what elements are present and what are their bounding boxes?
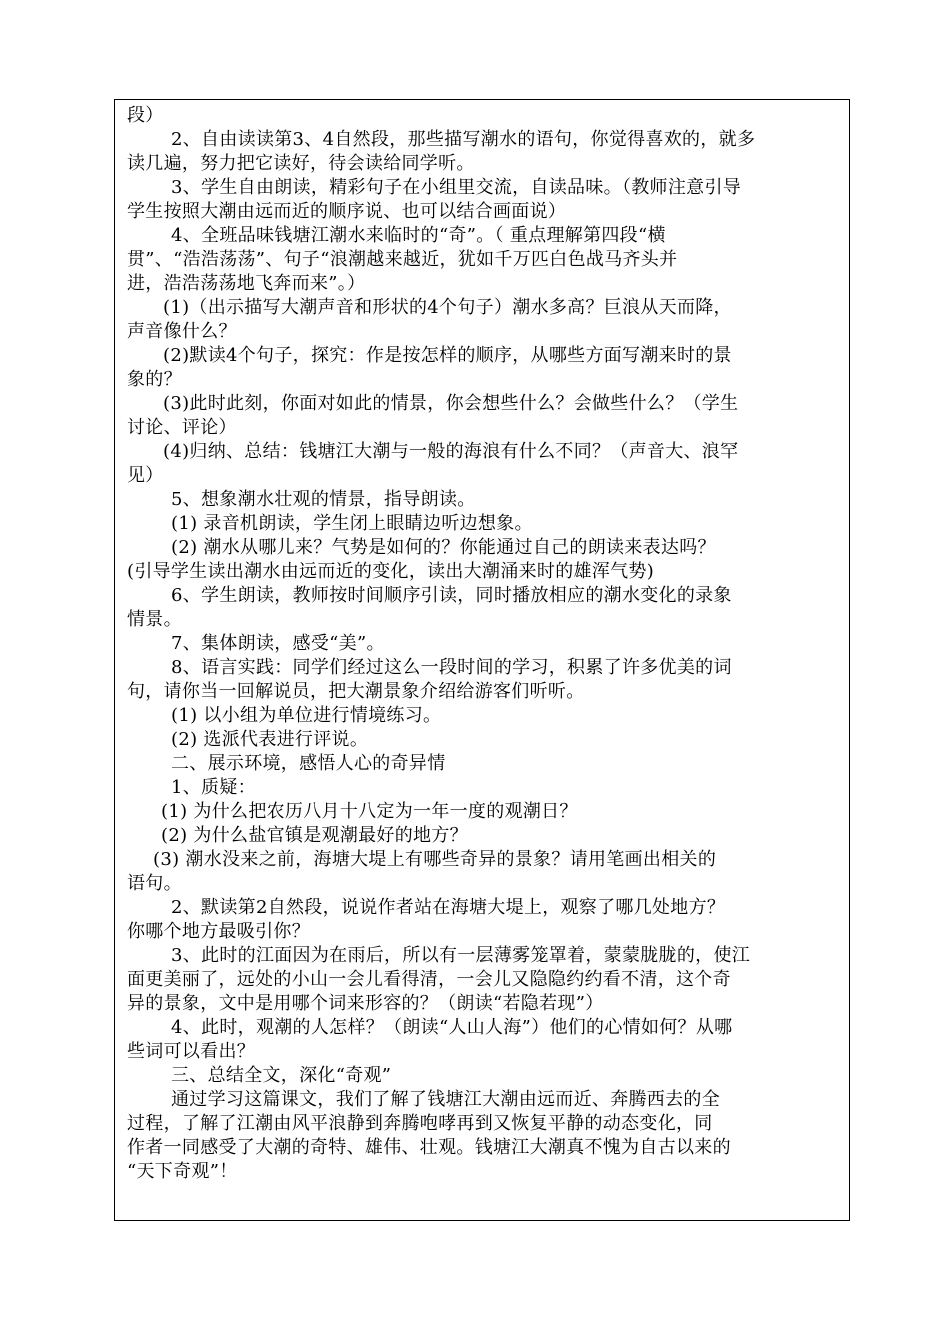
text-line: (1)（出示描写大潮声音和形状的4个句子）潮水多高？巨浪从天而降， <box>163 297 732 318</box>
text-line: 读几遍，努力把它读好，待会读给同学听。 <box>127 153 475 174</box>
text-line: (2) 潮水从哪儿来？气势是如何的？你能通过自己的朗读来表达吗？ <box>171 537 716 558</box>
text-line: 讨论、评论） <box>127 417 237 438</box>
text-line: 句，请你当一回解说员，把大潮景象介绍给游客们听听。 <box>127 681 585 702</box>
text-line: 象的？ <box>127 369 182 390</box>
text-line: 8、语言实践：同学们经过这么一段时间的学习，积累了许多优美的词 <box>171 657 732 678</box>
text-line: 些词可以看出？ <box>127 1041 256 1062</box>
text-line: (2) 选派代表进行评说。 <box>171 729 369 750</box>
text-line: 4、此时，观潮的人怎样？（朗读“人山人海”）他们的心情如何？从哪 <box>171 1017 733 1038</box>
text-line: 4、全班品味钱塘江潮水来临时的“奇”。（ 重点理解第四段“横 <box>171 225 666 246</box>
text-line: (1) 为什么把农历八月十八定为一年一度的观潮日？ <box>161 801 578 822</box>
text-line: 段） <box>127 105 164 126</box>
text-line: 5、想象潮水壮观的情景，指导朗读。 <box>171 489 476 510</box>
text-line: (2) 为什么盐官镇是观潮最好的地方？ <box>161 825 468 846</box>
text-line: 面更美丽了，远处的小山一会儿看得清，一会儿又隐隐约约看不清，这个奇 <box>127 969 731 990</box>
text-line: 异的景象，文中是用哪个词来形容的？（朗读“若隐若现”） <box>127 993 604 1014</box>
section-heading: 三、总结全文，深化“奇观” <box>171 1065 392 1086</box>
document-frame <box>114 99 850 1221</box>
text-line: 声音像什么？ <box>127 321 237 342</box>
text-line: 3、学生自由朗读，精彩句子在小组里交流，自读品味。（教师注意引导 <box>171 177 742 198</box>
text-line: 通过学习这篇课文，我们了解了钱塘江大潮由远而近、奔腾西去的全 <box>171 1089 720 1110</box>
text-line: (4)归纳、总结：钱塘江大潮与一般的海浪有什么不同？（声音大、浪罕 <box>163 441 739 462</box>
text-line: 学生按照大潮由远而近的顺序说、也可以结合画面说） <box>127 201 567 222</box>
text-line: 作者一同感受了大潮的奇特、雄伟、壮观。钱塘江大潮真不愧为自古以来的 <box>127 1137 731 1158</box>
text-line: “天下奇观”！ <box>127 1161 238 1182</box>
text-line: (3) 潮水没来之前，海塘大堤上有哪些奇异的景象？请用笔画出相关的 <box>153 849 717 870</box>
text-line: 见） <box>127 465 164 486</box>
text-line: 你哪个地方最吸引你？ <box>127 921 310 942</box>
text-line: 进，浩浩荡荡地飞奔而来”。） <box>127 273 366 294</box>
text-line: 情景。 <box>127 609 182 630</box>
text-line: (1) 以小组为单位进行情境练习。 <box>171 705 442 726</box>
text-line: 过程，了解了江潮由风平浪静到奔腾咆哮再到又恢复平静的动态变化，同 <box>127 1113 713 1134</box>
text-line: 语句。 <box>127 873 182 894</box>
text-line: 6、学生朗读，教师按时间顺序引读，同时播放相应的潮水变化的录象 <box>171 585 732 606</box>
text-line: (3)此时此刻，你面对如此的情景，你会想些什么？会做些什么？（学生 <box>163 393 739 414</box>
section-heading: 二、展示环境，感悟人心的奇异情 <box>171 753 446 774</box>
text-line: (引导学生读出潮水由远而近的变化，读出大潮涌来时的雄浑气势) <box>127 561 655 582</box>
text-line: 2、自由读读第3、4自然段，那些描写潮水的语句，你觉得喜欢的，就多 <box>171 129 756 150</box>
text-line: 贯”、“浩浩荡荡”、句子“浪潮越来越近，犹如千万匹白色战马齐头并 <box>127 249 678 270</box>
text-line: (2)默读4个句子，探究：作是按怎样的顺序，从哪些方面写潮来时的景 <box>163 345 732 366</box>
text-line: 7、集体朗读，感受“美”。 <box>171 633 385 654</box>
document-body <box>127 104 839 1184</box>
text-line: 3、此时的江面因为在雨后，所以有一层薄雾笼罩着，蒙蒙胧胧的，使江 <box>171 945 751 966</box>
text-line: (1) 录音机朗读，学生闭上眼睛边听边想象。 <box>171 513 533 534</box>
text-line: 2、默读第2自然段，说说作者站在海塘大堤上，观察了哪几处地方？ <box>171 897 726 918</box>
text-line: 1、质疑： <box>171 777 256 798</box>
